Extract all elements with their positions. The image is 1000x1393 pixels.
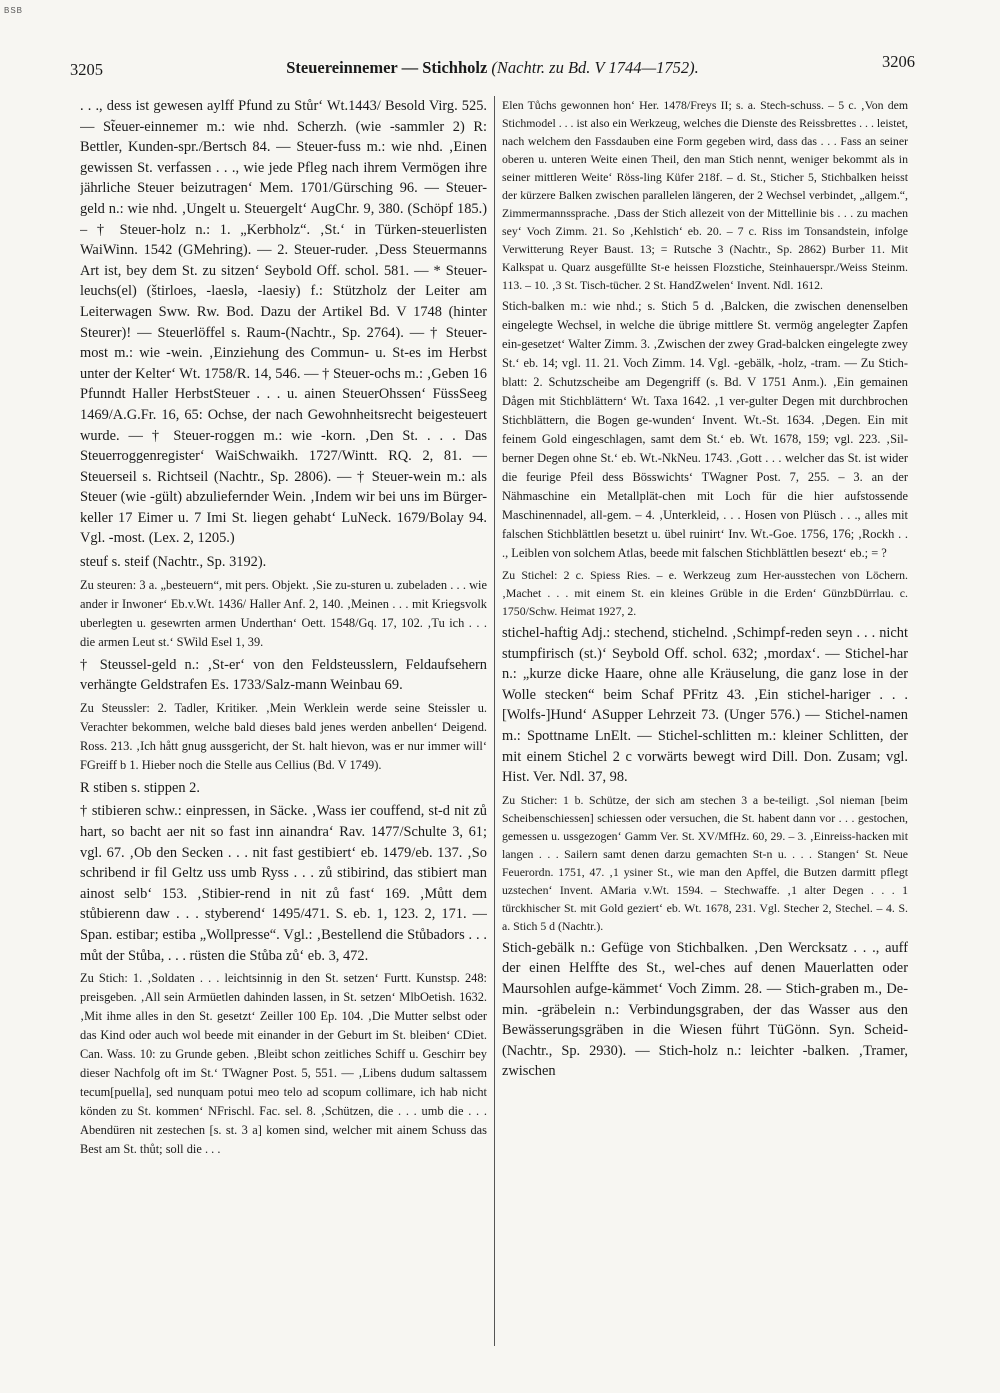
right-column-entry: Zu Stichel: 2 c. Spiess Ries. – e. Werkzeug zum Her-ausstechen von Löchern. ‚Machet . . . mit einem St. ein kleines Grüble in die Erden‘ GünzbDürrlau. c. 1750/Schw. Heimat 1927, 2. <box>502 568 908 618</box>
right-column-entry: Stich-balken m.: wie nhd.; s. Stich 5 d. ‚Balcken, die zwischen denenselben eingelegte Wechsel, in welche die übrige mittlere St. vermög angelegter Zapfen ein-gesetzet‘ Walter Zimm. 3. ‚Zwischen der zwey Grad-balcken eingelegte zwey St.‘ eb. 14; vgl. 11. 21. Voch Zimm. 14. Vgl. -gebälk, -holz, -tram. — Zu Stich-blatt: 2. Schutzscheibe am Degengriff (s. Bd. V 1751 Anm.). ‚Ein gemainen Dågen mit Stichblättern‘ Wt. Taxa 1642. ‚1 ver-gulter Degen mit durchbrochen Stichblättern, die Bogen ge-wunden‘ Invent. Wt.-St. 1634. ‚Degen. Ein mit feinem Gold eingeschlagen, samt dem St.‘ eb. Wt. 1678, 159; vgl. 223. ‚Sil-berner Degen ohne St.‘ eb. Wt.-NkNeu. 1743. ‚Gott . . . welcher das St. ist wider die feurige Pfeil dess Bösswichts‘ TWagner Post. 7, 255. – 3. an der Nähmaschine ein Metallplät-chen mit Loch für die hier aufstossende Maschinennadel, all-gem. – 4. ‚Unterkleid, . . . Hosen von Plüsch . . ., alles mit falschen Stichblättlen besetzt u. übel ruinirt‘ Inv. Wt.-Goe. 1756, 176; ‚Rockh . . ., Leiblen von solchem Atlas, beede mit falschen Stichblättlen besezt‘ eb.; = ? <box>502 299 908 560</box>
left-column-entry: Zu Steussler: 2. Tadler, Kritiker. ‚Mein Werklein werde seine Steissler u. Verachter bekommen, welche bald dieses bald jenes werden anbellen‘ Deigend. Ross. 213. ‚Ich hått gnug aussgericht, der St. halt hievon, was er nur immer will‘ FGreiff b 1. Hieber noch die Stelle aus Cellius (Bd. V 1749). <box>80 700 487 772</box>
running-head-subtitle: (Nachtr. zu Bd. V 1744—1752). <box>491 58 699 77</box>
right-column-entry: Zu Sticher: 1 b. Schütze, der sich am stechen 3 a be-teiligt. ‚Sol nieman [beim Scheibenschiessen] schiessen oder versuchen, die St. habent dann vor . . . gestochen, gemessen u. ussgezogen‘ Gamm Ver. St. XV/MfHz. 60, 29. – 3. ‚Einreiss-hacken mit langen . . . Sailern samt denen darzu gemachten St-n u. . . . Stangen‘ St. Neue Feuerordn. 1751, 47. ‚1 ysiner St., wie man den Apffel, die Butzen darmitt pflegt uzstechen‘ Invent. AMaria v.Wt. 1594. – Stechwaffe. ‚1 alter Degen . . . 1 türckhischer St. mit Gold geziert‘ eb. Wt. 1678, 231. Vgl. Stecher 2, Stechel. – 4. S. a. Stich 5 d (Nachtr.). <box>502 792 908 933</box>
running-head <box>70 58 915 78</box>
page-number-left: 3205 <box>70 60 103 79</box>
left-column-entry: † stibieren schw.: einpressen, in Säcke. ‚Wass ier couffend, st-d nit zů hart, so bacht aer nit so fast inn ainandra‘ Rav. 1477/Schulte 3, 61; vgl. 67. ‚Ob den Secken . . . nit fast gestibiert‘ eb. 1479/eb. 137. ‚So schribend ir fil Geltz uss umb Ryss . . . zů stibirind, das stibiert man ainost selb‘ 153. ‚Stibier-rend in nit zů fast‘ 169. ‚Můtt dem stůbierenn daw . . . styberend‘ 1495/471. S. eb. 1, 123. 2, 171. — Span. estibar; estiba „Wollpresse“. Vgl.: ‚Bestellend die Stůbadors . . . můt der Stůba, . . . rüsten die Stůba zů‘ eb. 3, 472. <box>80 803 487 964</box>
column-divider <box>494 96 495 1346</box>
right-column-entry: stichel-haftig Adj.: stechend, stichelnd. ‚Schimpf-reden seyn . . . nicht stumpfirisch (st.)‘ Seybold Off. schol. 632; ‚mordax‘. — Stichel-har n.: „kurze dicke Haare, ohne alle Kräuselung, die ganz lose in der Wolle stecken“ beim Schaf PFritz 43. ‚Ein stichel-hariger . . . [Wolfs-]Hund‘ ASupper Lehrzeit 73. (Unger 576.) — Stichel-namen m.: Spottname LnElt. — Stichel-schlitten m.: kleiner Schlitten, der mit einem Stichel 2 c vorwärts bewegt wird Dill. Don. Zusam; vgl. Hist. Ver. Ndl. 37, 98. <box>502 625 908 786</box>
left-column-entry: Zu Stich: 1. ‚Soldaten . . . leichtsinnig in den St. setzen‘ Furtt. Kunstsp. 248: preisgeben. ‚All sein Armüetlen dahinden lassen, in St. setzen‘ MlbOetish. 1632. ‚Mit ihme alles in den St. gesetzt‘ Zeiller 100 Ep. 104. ‚Die Mutter selbst oder das Kind oder auch wol beede mit einander in der Geburt im St. bleiben‘ CDiet. Can. Wass. 10: zu Grunde geben. ‚Bleibt schon zeitliches Schiff u. Geschirr bey dieser Nachfolg oft im St.‘ TWagner Post. 5, 551. — ‚Libens dudum saltassem tecum[puella], sed nunquam potui meo telo ad scopum collimare, ich hab nicht könden zu St. kommen‘ NFrischl. Fac. sel. 8. ‚Schützen, die . . . umb die . . . Abendüren nit zestechen [s. st. 3 a] komen sind, welcher mit ainem Schuss das Best am St. thůt; soll die . . . <box>80 971 487 1157</box>
running-head-title: Steuereinnemer — Stichholz <box>286 58 488 77</box>
left-column-entry: R stiben s. stippen 2. <box>80 779 200 796</box>
left-column <box>80 96 487 1356</box>
left-column-entry: . . ., dess ist gewesen aylff Pfund zu Stůr‘ Wt.1443/ Besold Virg. 525. — St̃euer-einnemer m.: wie nhd. Scherzh. (wie -sammler 2) R: Bettler, Kunden-spr./Bertsch 84. — Steuer-fuss m.: wie nhd. ‚Einen gewissen St. verfassen . . ., wie jede Pfleg nach ihrem Vermögen ihre jährliche Steuer beizutragen‘ Mem. 1701/Gürsching 96. — Steuer-geld n.: wie nhd. ‚Ungelt u. Steuergelt‘ AugChr. 9, 380. (Schöpf 185.) – † Steuer-holz n.: 1. „Kerbholz“. ‚St.‘ in Türken-steuerlisten WaiWinn. 1542 (GMehring). — 2. Steuer-ruder. ‚Dess Steuermanns Art ist, bey dem St. zu sitzen‘ Seybold Off. schol. 581. — * Steuer-leuchs(el) (štirloes, -laeslǝ, -laesiy) f.: Stützholz der Leiter am Leiterwagen Sww. Rw. Bod. Dazu der Artikel Bd. V 1748 (hinter Steurer)! — Steuerlöffel s. Raum-(Nachtr., Sp. 2764). — † Steuer-most m.: wie -wein. ‚Einziehung des Commun- u. St-es im Herbst unter der Kelter‘ Wt. 1758/R. 14, 546. — † Steuer-ochs m.: ‚Geben 16 Pfunndt Haller HerbstSteuer . . . u. ainen SteuerOhssen‘ FüssSeeg 1469/A.G.Fr. 16, 65: Ochse, der nach Gewohnheitsrecht beigesteuert wurde. — † Steuer-roggen m.: wie -korn. ‚Den St. . . . Das Steuerroggenregister‘ WaiSchwaikh. 1727/Wintt. RQ. 2, 81. — Steuerseil s. Richtseil (Nachtr., Sp. 2806). — † Steuer-wein m.: als Steuer (wie -gült) abzuliefernder Wein. ‚Indem wir bei uns im Bürger-keller 17 Eimer u. 7 Imi St. liegen gehabt‘ LuNeck. 1679/Bolay 94. Vgl. -most. (Lex. 2, 1205.) <box>80 98 487 547</box>
left-column-entry: Zu steuren: 3 a. „besteuern“, mit pers. Objekt. ‚Sie zu-sturen u. zubeladen . . . wie ander ir Inwoner‘ Eb.v.Wt. 1436/ Haller Anf. 2, 140. ‚Meinen . . . mit Kriegsvolk uberlegten u. gesewrten armen Underthan‘ Oett. 1548/Gq. 17, 102. ‚Tu ich . . . die armen Leut st.‘ SWild Esel 1, 39. <box>80 577 487 649</box>
right-column-entry: Stich-gebälk n.: Gefüge von Stichbalken. ‚Den Wercksatz . . ., auff der einen Helffte des St., wel-ches auf denen Mauerlatten oder Maursohlen aufge-kämmet‘ Voch Zimm. 28. — Stich-graben m., De-min. -gräbelein n.: Verbindungsgraben, der das Wasser aus den Bewässerungsgräben in die Wiesen führt TüGönn. Syn. Scheid- (Nachtr., Sp. 2930). — Stich-holz n.: leichter -balken. ‚Tramer, zwischen <box>502 939 908 1080</box>
right-column-entry: Elen Tůchs gewonnen hon‘ Her. 1478/Freys II; s. a. Stech-schuss. – 5 c. ‚Von dem Stichmodel . . . ist also ein Werkzeug, welches die Dienste des Reissbrettes . . . leistet, nach welchem den Fassdauben eine Form gegeben wird, dass das . . . Fass an seiner oberen u. unteren Weite einen Theil, den man Stich nennt, weniger bekommt als in seiner mittleren Weite‘ Röss-ling Küfer 218f. – d. St., Sticher 5, Stichbalken heisst der kürzere Balken zwischen parallelen längeren, der 2 Wechsel verbindet, „allgem.“, Zimmermannssprache. ‚Dass der Stich allezeit von der Mittellinie bis . . . zu machen sey‘ Voch Zimm. 21. So ‚Kehlstich‘ eb. 20. – 7 c. Riss im Tonsandstein, infolge Verwitterung Reyer Baust. 13; = Rutsche 3 (Nachtr., Sp. 2862) Burber 11. Mit Kalkspat u. Quarz ausgefüllte St-e heissen Flozstiche, Steinhauerspr./Weiss Steinm. 113. – 10. ‚3 St. Tisch-tücher. 2 St. HandZwelen‘ Invent. Ndl. 1612. <box>502 98 908 292</box>
page-header <box>70 52 915 80</box>
library-watermark: BSB <box>4 6 24 15</box>
left-column-entry: † Steussel-geld n.: ‚St-er‘ von den Feldsteusslern, Feldaufsehern verhängte Geldstrafen Es. 1733/Salz-mann Weinbau 69. <box>80 656 487 694</box>
page-number-right: 3206 <box>882 52 915 71</box>
left-column-entry: steuf s. steif (Nachtr., Sp. 3192). <box>80 554 267 571</box>
right-column <box>502 96 908 1356</box>
